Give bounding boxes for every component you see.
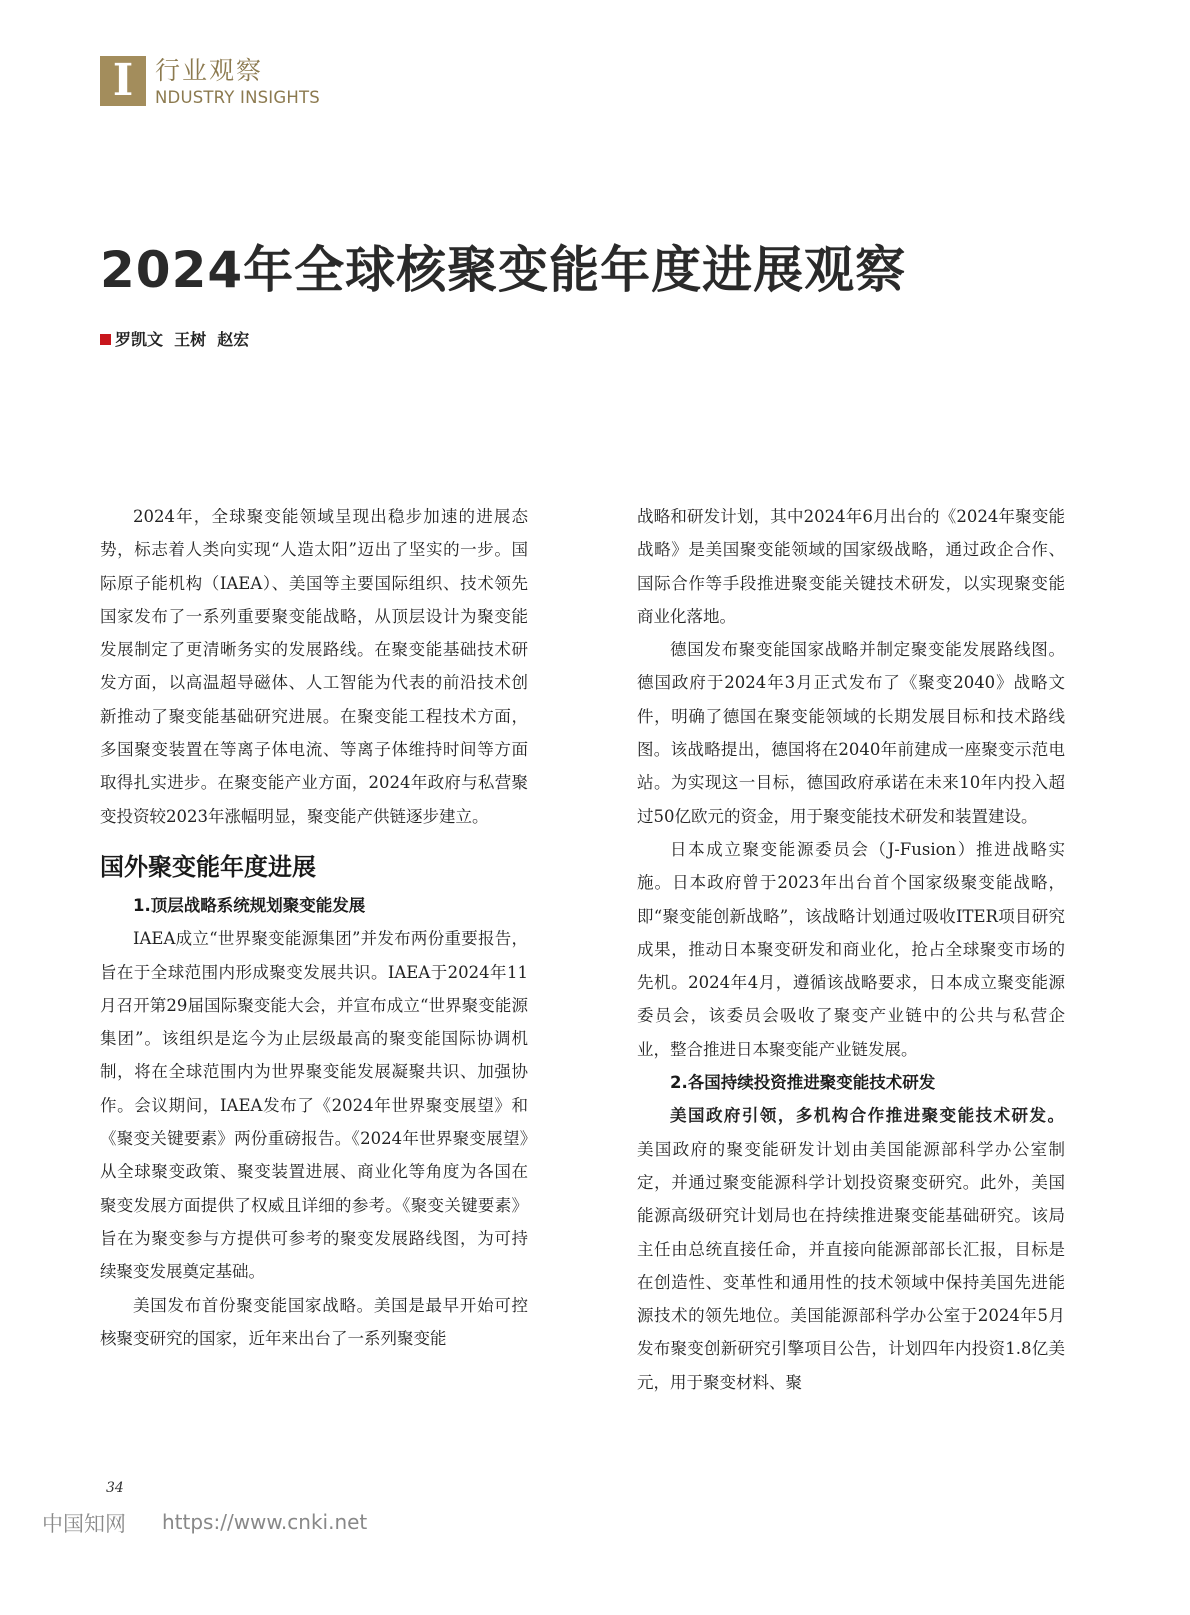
- right-column: [637, 500, 1065, 1399]
- subheading-strategy: 1.顶层战略系统规划聚变能发展: [133, 895, 366, 915]
- lead-bold-text: 美国政府引领，多机构合作推进聚变能技术研发。: [670, 1106, 1065, 1126]
- left-column: [100, 500, 528, 1355]
- section-heading: 国外聚变能年度进展: [100, 851, 316, 881]
- us-strategy-continued: 战略和研发计划，其中2024年6月出台的《2024年聚变能战略》是美国聚变能领域的国家级战略，通过政企合作、国际合作等手段推进聚变能关键技术研发，以实现聚变能商业化落地。: [637, 507, 1065, 626]
- author-line: [100, 330, 249, 350]
- subheading-investment: 2.各国持续投资推进聚变能技术研发: [670, 1073, 936, 1093]
- intro-paragraph: 2024年，全球聚变能领域呈现出稳步加速的进展态势，标志着人类向实现“人造太阳”迈出了坚实的一步。国际原子能机构（IAEA）、美国等主要国际组织、技术领先国家发布了一系列重要聚变能战略，从顶层设计为聚变能发展制定了更清晰务实的发展路线。在聚变能基础技术研发方面，以高温超导磁体、人工智能为代表的前沿技术创新推动了聚变能基础研究进展。在聚变能工程技术方面，多国聚变装置在等离子体电流、等离子体维持时间等方面取得扎实进步。在聚变能产业方面，2024年政府与私营聚变投资较2023年涨幅明显，聚变能产供链逐步建立。: [100, 507, 528, 826]
- us-government-text: 美国政府的聚变能研发计划由美国能源部科学办公室制定，并通过聚变能源科学计划投资聚变研究。此外，美国能源高级研究计划局也在持续推进聚变能基础研究。该局主任由总统直接任命，并直接向能源部部长汇报，目标是在创造性、变革性和通用性的技术领域中保持美国先进能源技术的领先地位。美国能源部科学办公室于2024年5月发布聚变创新研究引擎项目公告，计划四年内投资1.8亿美元，用于聚变材料、聚: [637, 1139, 1065, 1392]
- author-names: 罗凯文 王树 赵宏: [115, 330, 250, 349]
- section-logo-icon: I: [100, 56, 146, 106]
- red-square-icon: [100, 334, 111, 345]
- page-number: 34: [106, 1480, 124, 1496]
- germany-paragraph: 德国发布聚变能国家战略并制定聚变能发展路线图。德国政府于2024年3月正式发布了《聚变2040》战略文件，明确了德国在聚变能领域的长期发展目标和技术路线图。该战略提出，德国将在2040年前建成一座聚变示范电站。为实现这一目标，德国政府承诺在未来10年内投入超过50亿欧元的资金，用于聚变能技术研发和装置建设。: [637, 640, 1065, 826]
- japan-paragraph: 日本成立聚变能源委员会（J-Fusion）推进战略实施。日本政府曾于2023年出台首个国家级聚变能战略，即“聚变能创新战略”，该战略计划通过吸收ITER项目研究成果，推动日本聚变研发和商业化，抢占全球聚变市场的先机。2024年4月，遵循该战略要求，日本成立聚变能源委员会，该委员会吸收了聚变产业链中的公共与私营企业，整合推进日本聚变能产业链发展。: [637, 839, 1065, 1059]
- us-strategy-paragraph: 美国发布首份聚变能国家战略。美国是最早开始可控核聚变研究的国家，近年来出台了一系列聚变能: [100, 1295, 528, 1348]
- section-title-cn: 行业观察: [155, 56, 264, 85]
- footer-brand: 中国知网: [42, 1512, 126, 1536]
- us-government-paragraph: [637, 1099, 1065, 1399]
- footer-url[interactable]: https://www.cnki.net: [162, 1510, 368, 1534]
- iaea-paragraph: IAEA成立“世界聚变能源集团”并发布两份重要报告，旨在于全球范围内形成聚变发展共识。IAEA于2024年11月召开第29届国际聚变能大会，并宣布成立“世界聚变能源集团”。该组织是迄今为止层级最高的聚变能国际协调机制，将在全球范围内为世界聚变能发展凝聚共识、加强协作。会议期间，IAEA发布了《2024年世界聚变展望》和《聚变关键要素》两份重磅报告。《2024年世界聚变展望》从全球聚变政策、聚变装置进展、商业化等角度为各国在聚变发展方面提供了权威且详细的参考。《聚变关键要素》旨在为聚变参与方提供可参考的聚变发展路线图，为可持续聚变发展奠定基础。: [100, 929, 528, 1282]
- section-title-en: NDUSTRY INSIGHTS: [155, 88, 320, 107]
- article-title: 2024年全球核聚变能年度进展观察: [100, 241, 907, 299]
